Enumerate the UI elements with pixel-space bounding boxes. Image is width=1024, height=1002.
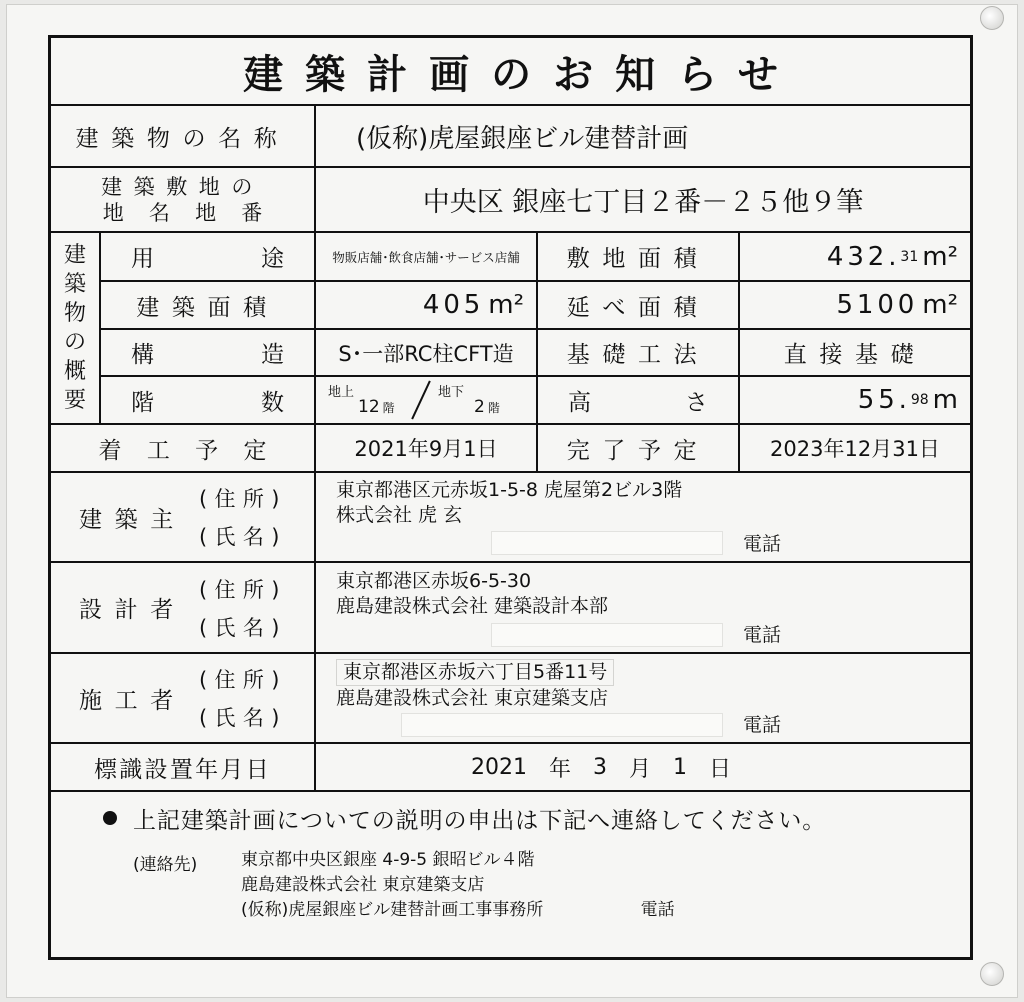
designer-name: 鹿島建設株式会社 建築設計本部 bbox=[336, 595, 609, 617]
contact-line1: 東京都中央区銀座 4-9-5 銀昭ビル４階 bbox=[241, 850, 535, 870]
contact-line2: 鹿島建設株式会社 東京建築支店 bbox=[241, 875, 485, 895]
designer-role: 設計者 bbox=[79, 597, 186, 623]
contact-line3: (仮称)虎屋銀座ビル建替計画工事事務所 電話 bbox=[241, 900, 675, 920]
building-area-value: 405 bbox=[422, 290, 485, 320]
owner-role: 建築主 bbox=[79, 506, 186, 533]
contractor-name: 鹿島建設株式会社 東京建築支店 bbox=[336, 687, 609, 709]
contractor-address-label: (住所) bbox=[199, 668, 287, 692]
overview-label: 建 築 物 の 概 要 bbox=[63, 243, 86, 413]
screw-icon bbox=[980, 962, 1004, 986]
start-value: 2021年9月1日 bbox=[354, 437, 498, 461]
site-area-unit: m² bbox=[922, 241, 958, 272]
contractor-phone-label: 電話 bbox=[743, 714, 782, 736]
structure-value: S･一部RC柱CFT造 bbox=[338, 341, 514, 366]
height-unit: m bbox=[932, 385, 958, 415]
contact-phone-label: 電話 bbox=[640, 900, 675, 920]
floor-area-value: 5100 bbox=[836, 290, 919, 320]
owner-address: 東京都港区元赤坂1-5-8 虎屋第2ビル3階 bbox=[336, 479, 683, 501]
use-value: 物販店舗･飲食店舗･サービス店舗 bbox=[332, 249, 520, 265]
building-area-label: 建築面積 bbox=[136, 294, 279, 321]
bullet-icon bbox=[103, 811, 117, 825]
page-title: 建築計画のお知らせ bbox=[243, 51, 800, 98]
floors-label: 階 bbox=[131, 389, 154, 416]
site-label-line1: 建築敷地の bbox=[101, 174, 264, 199]
designer-address-label: (住所) bbox=[199, 578, 287, 602]
completion-label: 完了予定 bbox=[566, 437, 710, 464]
site-area-label: 敷地面積 bbox=[566, 246, 710, 272]
site-area-value: 432. bbox=[826, 241, 901, 272]
height-value: 55. bbox=[857, 385, 911, 415]
structure-label: 構 bbox=[131, 342, 154, 368]
notice-frame: 建築計画のお知らせ 建築物の名称 (仮称)虎屋銀座ビル建替計画 建築敷地の 地名地番 中央区 銀座七丁目２番－２５他９筆 建 築 物 の 概 要 用 途 物販店舗･飲食店舗･サービス店舗 敷地面積 432. 31 m² 建築面積 405 m² 延べ面積 5100 m² 構 造 S･一部RC柱CFT造 基礎工法 直接基礎 階 数 地上 12 階 地下 2 階 高 さ 55. 98 m 着工予定 2021年9月1日 完了予定 2023年12月31日 建築主 (住所) (氏名) 東京都港区元赤坂1-5-8 虎屋第2ビル3階 株式会社 虎 玄 電話 設計者 (住所) (氏名) 東京都港区赤坂6-5-30 鹿島建設株式会社 建築設計本部 電話 施工者 (住所) (氏名) 東京都港区赤坂六丁目5番11号 鹿島建設株式会社 東京建築支店 電話 標識設置年月日 2021 年 3 月 1 日 上記建築計画についての説明の申出は下記へ連絡してください。 (連絡先) 東京都中央区銀座 4-9-5 銀昭ビル４階 鹿島建設株式会社 東京建築支店 (仮称)虎屋銀座ビル建替計画工事事務所 電話 bbox=[48, 35, 973, 960]
sign-date: 2021 年 3 月 1 日 bbox=[471, 754, 732, 782]
contractor-name-label: (氏名) bbox=[199, 706, 287, 730]
contractor-role: 施工者 bbox=[79, 687, 186, 714]
designer-name-label: (氏名) bbox=[199, 616, 287, 640]
owner-phone-label: 電話 bbox=[743, 533, 782, 555]
designer-phone-label: 電話 bbox=[743, 624, 782, 646]
sign-date-label: 標識設置年月日 bbox=[93, 756, 272, 783]
owner-name: 株式会社 虎 玄 bbox=[336, 504, 463, 526]
notice-text: 上記建築計画についての説明の申出は下記へ連絡してください。 bbox=[133, 808, 827, 834]
site-label-line2: 地名地番 bbox=[102, 200, 288, 225]
floors-value: 地上 12 階 地下 2 階 bbox=[316, 377, 536, 423]
owner-name-label: (氏名) bbox=[199, 525, 287, 549]
floor-area-unit: m² bbox=[922, 290, 958, 320]
height-decimal: 98 bbox=[910, 392, 929, 408]
floor-area-label: 延べ面積 bbox=[566, 294, 710, 321]
foundation-label: 基礎工法 bbox=[566, 342, 710, 368]
site-value: 中央区 銀座七丁目２番－２５他９筆 bbox=[422, 187, 864, 218]
screw-icon bbox=[980, 6, 1004, 30]
use-label: 用 bbox=[131, 246, 154, 272]
completion-value: 2023年12月31日 bbox=[770, 437, 940, 461]
owner-address-label: (住所) bbox=[199, 487, 287, 511]
start-label: 着工予定 bbox=[98, 437, 292, 464]
contractor-address: 東京都港区赤坂六丁目5番11号 bbox=[336, 659, 614, 686]
project-name-label: 建築物の名称 bbox=[75, 125, 290, 152]
site-area-decimal: 31 bbox=[900, 248, 919, 265]
building-area-unit: m² bbox=[488, 290, 524, 320]
designer-address: 東京都港区赤坂6-5-30 bbox=[336, 570, 532, 592]
height-label: 高 bbox=[568, 389, 591, 416]
contact-label: (連絡先) bbox=[133, 855, 198, 875]
project-name: (仮称)虎屋銀座ビル建替計画 bbox=[356, 123, 689, 154]
foundation-value: 直接基礎 bbox=[783, 342, 927, 368]
